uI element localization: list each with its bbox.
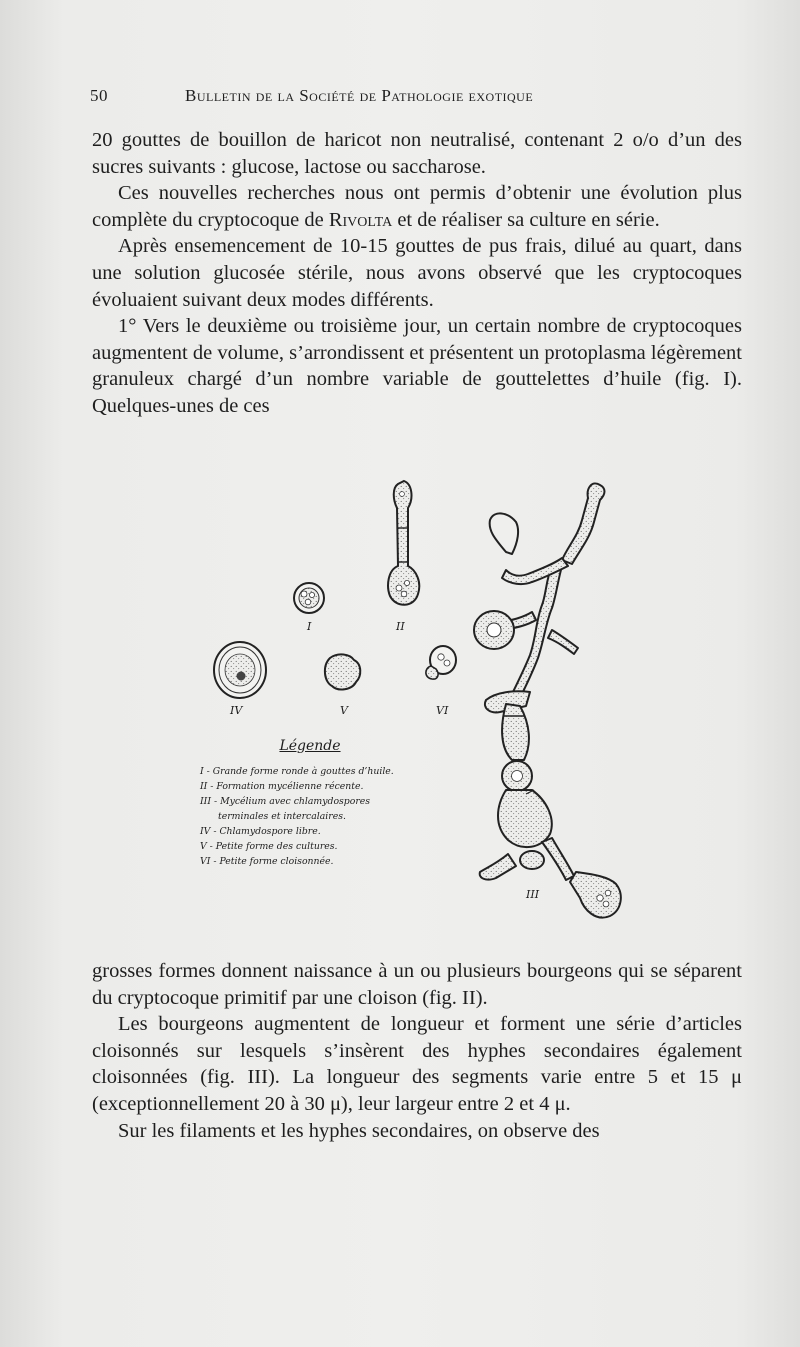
paragraph-text: et de réaliser sa culture en série. xyxy=(392,208,660,231)
fig-label-V: V xyxy=(340,704,348,717)
fig-label-VI: VI xyxy=(436,704,449,717)
fig-label-III: III xyxy=(526,888,540,901)
form-VI-drawing xyxy=(426,646,456,679)
form-V-drawing xyxy=(325,654,360,689)
running-header xyxy=(90,86,740,110)
legend-item: terminales et intercalaires. xyxy=(218,811,346,822)
legend-item: IV - Chlamydospore libre. xyxy=(200,826,321,837)
paragraph: Les bourgeons augmentent de longueur et forment une série d’articles cloisonnés sur lesquels s’insèrent des hyphes secondaires également cloisonnées (fig. III). La longueur des segments varie entre 5 et 15 μ (exceptionnellement 20 à 30 μ), leur largeur entre 2 et 4 μ. xyxy=(92,1013,742,1115)
journal-title: Bulletin de la Société de Pathologie exotique xyxy=(185,86,534,105)
figure-drawing xyxy=(190,470,650,950)
paragraph: grosses formes donnent naissance à un ou plusieurs bourgeons qui se séparent du cryptocoque primitif par une cloison (fig. II). xyxy=(92,960,742,1009)
form-II-drawing xyxy=(388,481,419,605)
form-IV-drawing xyxy=(214,642,266,698)
fig-label-IV: IV xyxy=(230,704,243,717)
paragraph: 1° Vers le deuxième ou troisième jour, un certain nombre de cryptocoques augmentent de volume, s’arrondissent et présentent un protoplasma légèrement granuleux chargé d’un nombre variable de gouttelettes d’huile (fig. I). Quelques-unes de ces xyxy=(92,315,742,417)
figure-legend xyxy=(200,738,400,869)
legend-item: VI - Petite forme cloisonnée. xyxy=(200,856,334,867)
fig-label-II: II xyxy=(396,620,405,633)
legend-item: II - Formation mycélienne récente. xyxy=(200,781,364,792)
text-block-top xyxy=(92,127,742,420)
form-III-drawing xyxy=(474,483,621,917)
text-block-bottom xyxy=(92,958,742,1144)
paragraph xyxy=(92,180,742,233)
fig-label-I: I xyxy=(307,620,312,633)
legend-item: III - Mycélium avec chlamydospores xyxy=(200,796,371,807)
page-number: 50 xyxy=(90,86,108,105)
paragraph: Sur les filaments et les hyphes secondaires, on observe des xyxy=(118,1119,600,1142)
author-name: Rivolta xyxy=(328,208,393,231)
paragraph-text: Ces nouvelles recherches nous ont permis d’obtenir une évolution plus complète du cryptocoque de xyxy=(92,182,742,231)
legend-title: Légende xyxy=(279,738,341,754)
paragraph: Après ensemencement de 10-15 gouttes de pus frais, dilué au quart, dans une solution glucosée stérile, nous avons observé que les cryptocoques évoluaient suivant deux modes différents. xyxy=(92,235,742,311)
legend-item: V - Petite forme des cultures. xyxy=(200,841,338,852)
paragraph: 20 gouttes de bouillon de haricot non neutralisé, contenant 2 o/o d’un des sucres suivants : glucose, lactose ou saccharose. xyxy=(92,129,742,178)
legend-item: I - Grande forme ronde à gouttes d’huile. xyxy=(200,766,394,777)
figure-illustration xyxy=(190,470,650,950)
form-I-drawing xyxy=(294,583,324,613)
